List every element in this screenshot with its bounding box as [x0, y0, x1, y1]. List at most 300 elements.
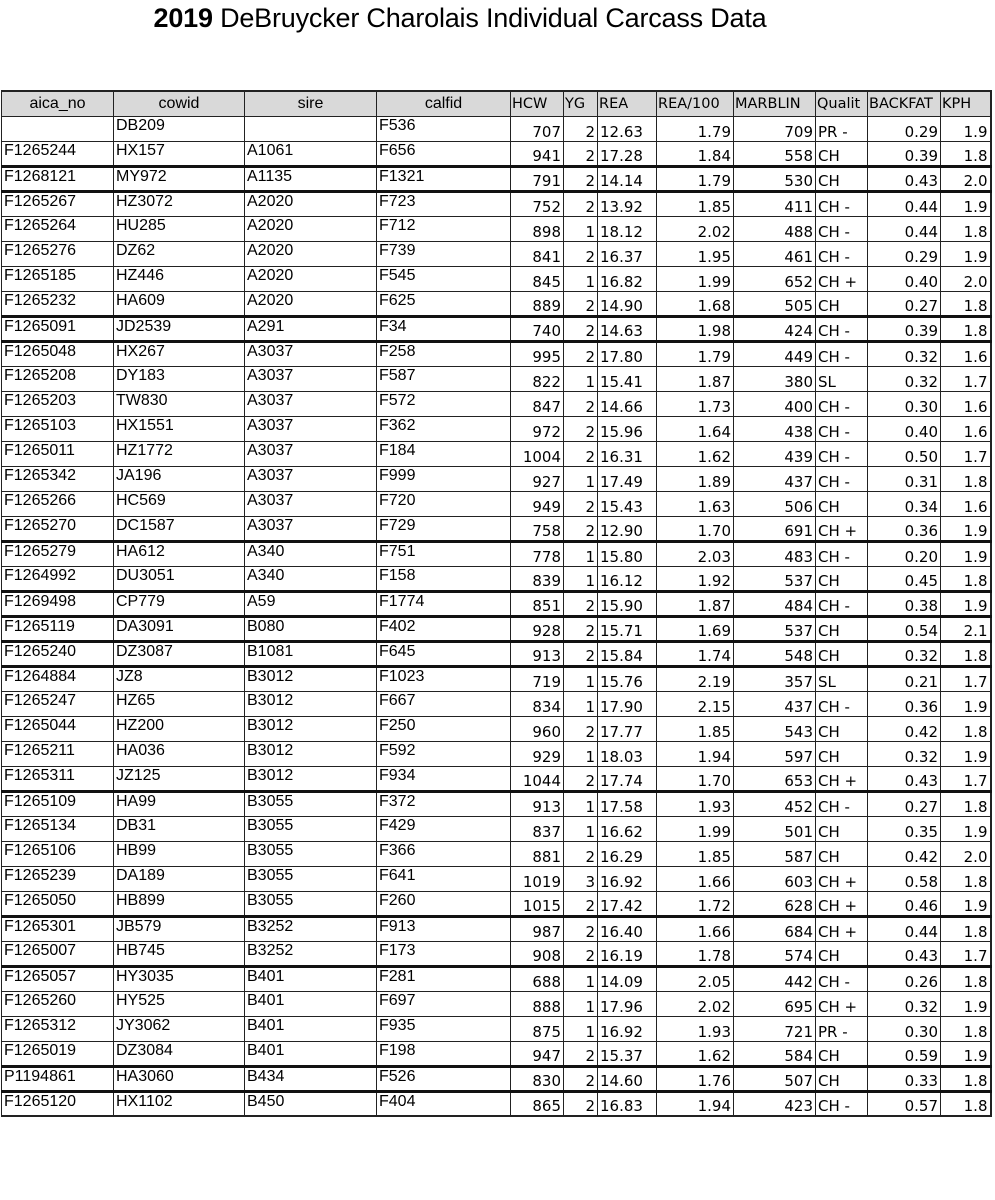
cell-rea-100[interactable]: 1.93: [657, 1016, 734, 1041]
table-row[interactable]: [2, 566, 991, 591]
cell-backfat[interactable]: 0.20: [868, 541, 941, 566]
cell-rea[interactable]: 14.90: [598, 291, 657, 316]
cell-quality[interactable]: CH -: [816, 241, 868, 266]
col-header-sire[interactable]: sire: [245, 91, 377, 116]
cell-sire[interactable]: B080: [245, 616, 377, 641]
col-header-aica-no[interactable]: aica_no: [2, 91, 114, 116]
cell-marbling[interactable]: 442: [734, 966, 816, 991]
cell-kph[interactable]: 1.8: [941, 1066, 991, 1091]
cell-kph[interactable]: 2.1: [941, 616, 991, 641]
cell-rea[interactable]: 14.60: [598, 1066, 657, 1091]
cell-marbling[interactable]: 537: [734, 616, 816, 641]
cell-calfid[interactable]: F198: [377, 1041, 511, 1066]
cell-aica-no[interactable]: F1265057: [2, 966, 114, 991]
cell-backfat[interactable]: 0.42: [868, 716, 941, 741]
table-row[interactable]: [2, 716, 991, 741]
cell-yg[interactable]: 2: [564, 116, 598, 141]
cell-kph[interactable]: 1.6: [941, 341, 991, 366]
cell-marbling[interactable]: 653: [734, 766, 816, 791]
cell-quality[interactable]: CH -: [816, 966, 868, 991]
table-row[interactable]: [2, 741, 991, 766]
cell-sire[interactable]: A3037: [245, 466, 377, 491]
cell-quality[interactable]: CH -: [816, 316, 868, 341]
cell-yg[interactable]: 1: [564, 1016, 598, 1041]
cell-yg[interactable]: 2: [564, 916, 598, 941]
cell-kph[interactable]: 1.7: [941, 766, 991, 791]
cell-rea-100[interactable]: 1.92: [657, 566, 734, 591]
cell-aica-no[interactable]: F1265267: [2, 191, 114, 216]
cell-aica-no[interactable]: F1265276: [2, 241, 114, 266]
cell-kph[interactable]: 1.8: [941, 641, 991, 666]
cell-hcw[interactable]: 834: [511, 691, 564, 716]
cell-rea[interactable]: 12.90: [598, 516, 657, 541]
cell-rea[interactable]: 15.41: [598, 366, 657, 391]
cell-sire[interactable]: B3012: [245, 716, 377, 741]
cell-calfid[interactable]: F258: [377, 341, 511, 366]
cell-sire[interactable]: B434: [245, 1066, 377, 1091]
cell-aica-no[interactable]: F1265279: [2, 541, 114, 566]
cell-backfat[interactable]: 0.45: [868, 566, 941, 591]
cell-quality[interactable]: CH: [816, 841, 868, 866]
cell-sire[interactable]: A2020: [245, 241, 377, 266]
cell-calfid[interactable]: F429: [377, 816, 511, 841]
cell-cowid[interactable]: HB99: [114, 841, 245, 866]
cell-sire[interactable]: A340: [245, 566, 377, 591]
cell-calfid[interactable]: F934: [377, 766, 511, 791]
cell-hcw[interactable]: 995: [511, 341, 564, 366]
cell-kph[interactable]: 1.9: [941, 241, 991, 266]
cell-yg[interactable]: 1: [564, 366, 598, 391]
cell-aica-no[interactable]: F1265239: [2, 866, 114, 891]
cell-yg[interactable]: 1: [564, 266, 598, 291]
table-row[interactable]: [2, 1041, 991, 1066]
cell-kph[interactable]: 1.9: [941, 891, 991, 916]
cell-marbling[interactable]: 597: [734, 741, 816, 766]
cell-rea-100[interactable]: 2.02: [657, 216, 734, 241]
cell-yg[interactable]: 1: [564, 966, 598, 991]
cell-cowid[interactable]: MY972: [114, 166, 245, 191]
cell-marbling[interactable]: 587: [734, 841, 816, 866]
cell-kph[interactable]: 1.8: [941, 216, 991, 241]
cell-kph[interactable]: 2.0: [941, 166, 991, 191]
cell-calfid[interactable]: F545: [377, 266, 511, 291]
cell-marbling[interactable]: 488: [734, 216, 816, 241]
cell-hcw[interactable]: 847: [511, 391, 564, 416]
cell-kph[interactable]: 1.8: [941, 866, 991, 891]
cell-cowid[interactable]: HA3060: [114, 1066, 245, 1091]
cell-rea[interactable]: 15.43: [598, 491, 657, 516]
cell-rea[interactable]: 13.92: [598, 191, 657, 216]
cell-cowid[interactable]: JZ125: [114, 766, 245, 791]
table-row[interactable]: [2, 591, 991, 616]
cell-sire[interactable]: A3037: [245, 341, 377, 366]
cell-hcw[interactable]: 822: [511, 366, 564, 391]
cell-hcw[interactable]: 851: [511, 591, 564, 616]
cell-cowid[interactable]: HC569: [114, 491, 245, 516]
cell-marbling[interactable]: 484: [734, 591, 816, 616]
cell-kph[interactable]: 2.0: [941, 266, 991, 291]
cell-quality[interactable]: PR -: [816, 116, 868, 141]
cell-quality[interactable]: CH +: [816, 916, 868, 941]
cell-cowid[interactable]: JB579: [114, 916, 245, 941]
cell-quality[interactable]: CH -: [816, 341, 868, 366]
cell-rea-100[interactable]: 1.69: [657, 616, 734, 641]
cell-backfat[interactable]: 0.50: [868, 441, 941, 466]
cell-rea-100[interactable]: 1.62: [657, 1041, 734, 1066]
cell-marbling[interactable]: 695: [734, 991, 816, 1016]
cell-rea[interactable]: 15.84: [598, 641, 657, 666]
cell-marbling[interactable]: 506: [734, 491, 816, 516]
table-row[interactable]: [2, 666, 991, 691]
cell-rea[interactable]: 15.76: [598, 666, 657, 691]
cell-quality[interactable]: CH: [816, 1041, 868, 1066]
cell-yg[interactable]: 2: [564, 391, 598, 416]
cell-hcw[interactable]: 947: [511, 1041, 564, 1066]
cell-sire[interactable]: B450: [245, 1091, 377, 1116]
cell-rea[interactable]: 15.90: [598, 591, 657, 616]
cell-calfid[interactable]: F645: [377, 641, 511, 666]
cell-sire[interactable]: A2020: [245, 191, 377, 216]
cell-backfat[interactable]: 0.32: [868, 741, 941, 766]
table-row[interactable]: [2, 1066, 991, 1091]
cell-yg[interactable]: 2: [564, 241, 598, 266]
cell-calfid[interactable]: F587: [377, 366, 511, 391]
cell-rea[interactable]: 16.37: [598, 241, 657, 266]
cell-marbling[interactable]: 439: [734, 441, 816, 466]
cell-rea[interactable]: 12.63: [598, 116, 657, 141]
cell-marbling[interactable]: 505: [734, 291, 816, 316]
cell-backfat[interactable]: 0.32: [868, 341, 941, 366]
cell-sire[interactable]: A3037: [245, 441, 377, 466]
cell-calfid[interactable]: F712: [377, 216, 511, 241]
cell-cowid[interactable]: JA196: [114, 466, 245, 491]
cell-aica-no[interactable]: F1265301: [2, 916, 114, 941]
cell-quality[interactable]: CH +: [816, 516, 868, 541]
cell-calfid[interactable]: F1321: [377, 166, 511, 191]
cell-rea-100[interactable]: 1.99: [657, 816, 734, 841]
cell-hcw[interactable]: 791: [511, 166, 564, 191]
cell-kph[interactable]: 2.0: [941, 841, 991, 866]
cell-hcw[interactable]: 752: [511, 191, 564, 216]
cell-hcw[interactable]: 1015: [511, 891, 564, 916]
cell-aica-no[interactable]: F1265120: [2, 1091, 114, 1116]
cell-rea[interactable]: 16.62: [598, 816, 657, 841]
col-header-rea[interactable]: REA: [598, 91, 657, 116]
table-row[interactable]: [2, 841, 991, 866]
cell-calfid[interactable]: F739: [377, 241, 511, 266]
cell-hcw[interactable]: 1044: [511, 766, 564, 791]
cell-yg[interactable]: 2: [564, 416, 598, 441]
cell-kph[interactable]: 1.8: [941, 141, 991, 166]
cell-yg[interactable]: 2: [564, 141, 598, 166]
cell-backfat[interactable]: 0.32: [868, 641, 941, 666]
cell-sire[interactable]: B401: [245, 1041, 377, 1066]
cell-cowid[interactable]: HU285: [114, 216, 245, 241]
cell-calfid[interactable]: F935: [377, 1016, 511, 1041]
cell-calfid[interactable]: F526: [377, 1066, 511, 1091]
cell-rea[interactable]: 16.92: [598, 1016, 657, 1041]
cell-calfid[interactable]: F667: [377, 691, 511, 716]
cell-sire[interactable]: A3037: [245, 491, 377, 516]
cell-marbling[interactable]: 507: [734, 1066, 816, 1091]
cell-cowid[interactable]: HZ3072: [114, 191, 245, 216]
cell-yg[interactable]: 1: [564, 666, 598, 691]
cell-aica-no[interactable]: F1265260: [2, 991, 114, 1016]
cell-aica-no[interactable]: F1265270: [2, 516, 114, 541]
cell-marbling[interactable]: 449: [734, 341, 816, 366]
cell-backfat[interactable]: 0.29: [868, 116, 941, 141]
cell-hcw[interactable]: 707: [511, 116, 564, 141]
cell-cowid[interactable]: HA036: [114, 741, 245, 766]
cell-quality[interactable]: CH +: [816, 991, 868, 1016]
cell-rea[interactable]: 17.96: [598, 991, 657, 1016]
table-row[interactable]: [2, 816, 991, 841]
cell-hcw[interactable]: 688: [511, 966, 564, 991]
cell-quality[interactable]: CH -: [816, 541, 868, 566]
cell-marbling[interactable]: 437: [734, 691, 816, 716]
cell-hcw[interactable]: 941: [511, 141, 564, 166]
cell-rea[interactable]: 14.09: [598, 966, 657, 991]
cell-aica-no[interactable]: F1265211: [2, 741, 114, 766]
cell-backfat[interactable]: 0.32: [868, 991, 941, 1016]
cell-cowid[interactable]: HA99: [114, 791, 245, 816]
cell-kph[interactable]: 1.9: [941, 591, 991, 616]
cell-cowid[interactable]: HB745: [114, 941, 245, 966]
cell-hcw[interactable]: 719: [511, 666, 564, 691]
cell-sire[interactable]: A2020: [245, 216, 377, 241]
table-row[interactable]: [2, 516, 991, 541]
cell-calfid[interactable]: F372: [377, 791, 511, 816]
cell-backfat[interactable]: 0.29: [868, 241, 941, 266]
cell-cowid[interactable]: HY3035: [114, 966, 245, 991]
cell-aica-no[interactable]: F1265106: [2, 841, 114, 866]
cell-yg[interactable]: 2: [564, 766, 598, 791]
cell-kph[interactable]: 1.8: [941, 316, 991, 341]
cell-cowid[interactable]: JZ8: [114, 666, 245, 691]
cell-hcw[interactable]: 830: [511, 1066, 564, 1091]
cell-marbling[interactable]: 357: [734, 666, 816, 691]
cell-cowid[interactable]: HA612: [114, 541, 245, 566]
cell-yg[interactable]: 2: [564, 441, 598, 466]
cell-kph[interactable]: 1.9: [941, 116, 991, 141]
cell-cowid[interactable]: JD2539: [114, 316, 245, 341]
cell-marbling[interactable]: 438: [734, 416, 816, 441]
cell-yg[interactable]: 1: [564, 791, 598, 816]
cell-backfat[interactable]: 0.33: [868, 1066, 941, 1091]
cell-aica-no[interactable]: F1265185: [2, 266, 114, 291]
cell-quality[interactable]: CH -: [816, 791, 868, 816]
cell-rea-100[interactable]: 1.84: [657, 141, 734, 166]
cell-hcw[interactable]: 927: [511, 466, 564, 491]
cell-quality[interactable]: CH: [816, 566, 868, 591]
cell-hcw[interactable]: 987: [511, 916, 564, 941]
cell-yg[interactable]: 1: [564, 816, 598, 841]
cell-sire[interactable]: B3252: [245, 916, 377, 941]
cell-rea[interactable]: 17.74: [598, 766, 657, 791]
cell-backfat[interactable]: 0.27: [868, 791, 941, 816]
cell-hcw[interactable]: 889: [511, 291, 564, 316]
cell-rea-100[interactable]: 1.76: [657, 1066, 734, 1091]
cell-hcw[interactable]: 960: [511, 716, 564, 741]
cell-quality[interactable]: CH: [816, 141, 868, 166]
cell-sire[interactable]: A3037: [245, 516, 377, 541]
cell-calfid[interactable]: F723: [377, 191, 511, 216]
cell-rea-100[interactable]: 1.93: [657, 791, 734, 816]
col-header-yg[interactable]: YG: [564, 91, 598, 116]
cell-cowid[interactable]: HZ200: [114, 716, 245, 741]
cell-quality[interactable]: CH -: [816, 1091, 868, 1116]
cell-yg[interactable]: 2: [564, 841, 598, 866]
cell-calfid[interactable]: F536: [377, 116, 511, 141]
cell-sire[interactable]: A2020: [245, 266, 377, 291]
cell-kph[interactable]: 1.9: [941, 516, 991, 541]
cell-rea-100[interactable]: 1.79: [657, 341, 734, 366]
cell-cowid[interactable]: HZ446: [114, 266, 245, 291]
cell-kph[interactable]: 1.8: [941, 716, 991, 741]
cell-hcw[interactable]: 778: [511, 541, 564, 566]
cell-sire[interactable]: A2020: [245, 291, 377, 316]
cell-quality[interactable]: CH: [816, 816, 868, 841]
cell-yg[interactable]: 2: [564, 291, 598, 316]
cell-calfid[interactable]: F281: [377, 966, 511, 991]
cell-marbling[interactable]: 721: [734, 1016, 816, 1041]
cell-kph[interactable]: 1.8: [941, 966, 991, 991]
cell-calfid[interactable]: F250: [377, 716, 511, 741]
cell-calfid[interactable]: F625: [377, 291, 511, 316]
cell-backfat[interactable]: 0.59: [868, 1041, 941, 1066]
cell-cowid[interactable]: DB209: [114, 116, 245, 141]
cell-rea[interactable]: 16.83: [598, 1091, 657, 1116]
table-row[interactable]: [2, 116, 991, 141]
cell-quality[interactable]: CH -: [816, 416, 868, 441]
cell-cowid[interactable]: DZ62: [114, 241, 245, 266]
cell-rea-100[interactable]: 1.89: [657, 466, 734, 491]
cell-kph[interactable]: 1.6: [941, 391, 991, 416]
cell-rea-100[interactable]: 1.70: [657, 516, 734, 541]
cell-rea[interactable]: 18.03: [598, 741, 657, 766]
cell-aica-no[interactable]: F1265208: [2, 366, 114, 391]
cell-rea-100[interactable]: 1.66: [657, 916, 734, 941]
cell-backfat[interactable]: 0.27: [868, 291, 941, 316]
cell-quality[interactable]: CH -: [816, 591, 868, 616]
cell-sire[interactable]: A3037: [245, 366, 377, 391]
cell-kph[interactable]: 1.7: [941, 666, 991, 691]
cell-quality[interactable]: CH -: [816, 391, 868, 416]
cell-yg[interactable]: 2: [564, 891, 598, 916]
cell-sire[interactable]: B3055: [245, 866, 377, 891]
cell-rea[interactable]: 17.42: [598, 891, 657, 916]
cell-aica-no[interactable]: F1265240: [2, 641, 114, 666]
cell-hcw[interactable]: 1004: [511, 441, 564, 466]
cell-sire[interactable]: [245, 116, 377, 141]
cell-cowid[interactable]: DZ3087: [114, 641, 245, 666]
cell-cowid[interactable]: DC1587: [114, 516, 245, 541]
table-row[interactable]: [2, 291, 991, 316]
cell-aica-no[interactable]: [2, 116, 114, 141]
cell-cowid[interactable]: CP779: [114, 591, 245, 616]
cell-marbling[interactable]: 603: [734, 866, 816, 891]
cell-aica-no[interactable]: F1264992: [2, 566, 114, 591]
cell-backfat[interactable]: 0.31: [868, 466, 941, 491]
cell-backfat[interactable]: 0.42: [868, 841, 941, 866]
cell-aica-no[interactable]: F1265019: [2, 1041, 114, 1066]
cell-quality[interactable]: SL: [816, 366, 868, 391]
cell-marbling[interactable]: 628: [734, 891, 816, 916]
cell-quality[interactable]: CH: [816, 741, 868, 766]
cell-rea[interactable]: 15.96: [598, 416, 657, 441]
cell-yg[interactable]: 2: [564, 941, 598, 966]
col-header-cowid[interactable]: cowid: [114, 91, 245, 116]
cell-backfat[interactable]: 0.57: [868, 1091, 941, 1116]
cell-quality[interactable]: CH -: [816, 191, 868, 216]
cell-rea-100[interactable]: 1.73: [657, 391, 734, 416]
cell-sire[interactable]: B3055: [245, 841, 377, 866]
cell-backfat[interactable]: 0.44: [868, 191, 941, 216]
cell-aica-no[interactable]: F1265011: [2, 441, 114, 466]
cell-sire[interactable]: B3055: [245, 816, 377, 841]
cell-backfat[interactable]: 0.30: [868, 1016, 941, 1041]
cell-quality[interactable]: CH: [816, 166, 868, 191]
cell-aica-no[interactable]: F1265134: [2, 816, 114, 841]
cell-yg[interactable]: 3: [564, 866, 598, 891]
table-row[interactable]: [2, 316, 991, 341]
cell-rea[interactable]: 16.19: [598, 941, 657, 966]
cell-rea-100[interactable]: 1.68: [657, 291, 734, 316]
cell-rea-100[interactable]: 1.99: [657, 266, 734, 291]
cell-quality[interactable]: CH +: [816, 266, 868, 291]
table-row[interactable]: [2, 791, 991, 816]
cell-cowid[interactable]: DU3051: [114, 566, 245, 591]
cell-rea-100[interactable]: 1.94: [657, 1091, 734, 1116]
cell-aica-no[interactable]: F1265312: [2, 1016, 114, 1041]
table-row[interactable]: [2, 141, 991, 166]
cell-backfat[interactable]: 0.54: [868, 616, 941, 641]
cell-sire[interactable]: B3012: [245, 666, 377, 691]
table-row[interactable]: [2, 491, 991, 516]
cell-cowid[interactable]: HZ1772: [114, 441, 245, 466]
cell-rea[interactable]: 14.63: [598, 316, 657, 341]
table-row[interactable]: [2, 891, 991, 916]
cell-sire[interactable]: A3037: [245, 391, 377, 416]
cell-kph[interactable]: 1.6: [941, 416, 991, 441]
cell-rea-100[interactable]: 1.94: [657, 741, 734, 766]
cell-cowid[interactable]: HZ65: [114, 691, 245, 716]
cell-aica-no[interactable]: F1265103: [2, 416, 114, 441]
cell-yg[interactable]: 2: [564, 1091, 598, 1116]
cell-hcw[interactable]: 865: [511, 1091, 564, 1116]
cell-marbling[interactable]: 437: [734, 466, 816, 491]
cell-yg[interactable]: 1: [564, 541, 598, 566]
cell-yg[interactable]: 2: [564, 341, 598, 366]
cell-backfat[interactable]: 0.40: [868, 266, 941, 291]
col-header-hcw[interactable]: HCW: [511, 91, 564, 116]
cell-kph[interactable]: 1.7: [941, 441, 991, 466]
cell-backfat[interactable]: 0.43: [868, 166, 941, 191]
cell-cowid[interactable]: HA609: [114, 291, 245, 316]
table-row[interactable]: [2, 641, 991, 666]
cell-cowid[interactable]: DY183: [114, 366, 245, 391]
cell-quality[interactable]: CH -: [816, 691, 868, 716]
cell-marbling[interactable]: 652: [734, 266, 816, 291]
cell-rea-100[interactable]: 1.85: [657, 841, 734, 866]
cell-marbling[interactable]: 423: [734, 1091, 816, 1116]
cell-rea-100[interactable]: 1.79: [657, 116, 734, 141]
table-row[interactable]: [2, 391, 991, 416]
cell-hcw[interactable]: 839: [511, 566, 564, 591]
cell-rea[interactable]: 16.12: [598, 566, 657, 591]
cell-marbling[interactable]: 424: [734, 316, 816, 341]
cell-rea-100[interactable]: 1.62: [657, 441, 734, 466]
